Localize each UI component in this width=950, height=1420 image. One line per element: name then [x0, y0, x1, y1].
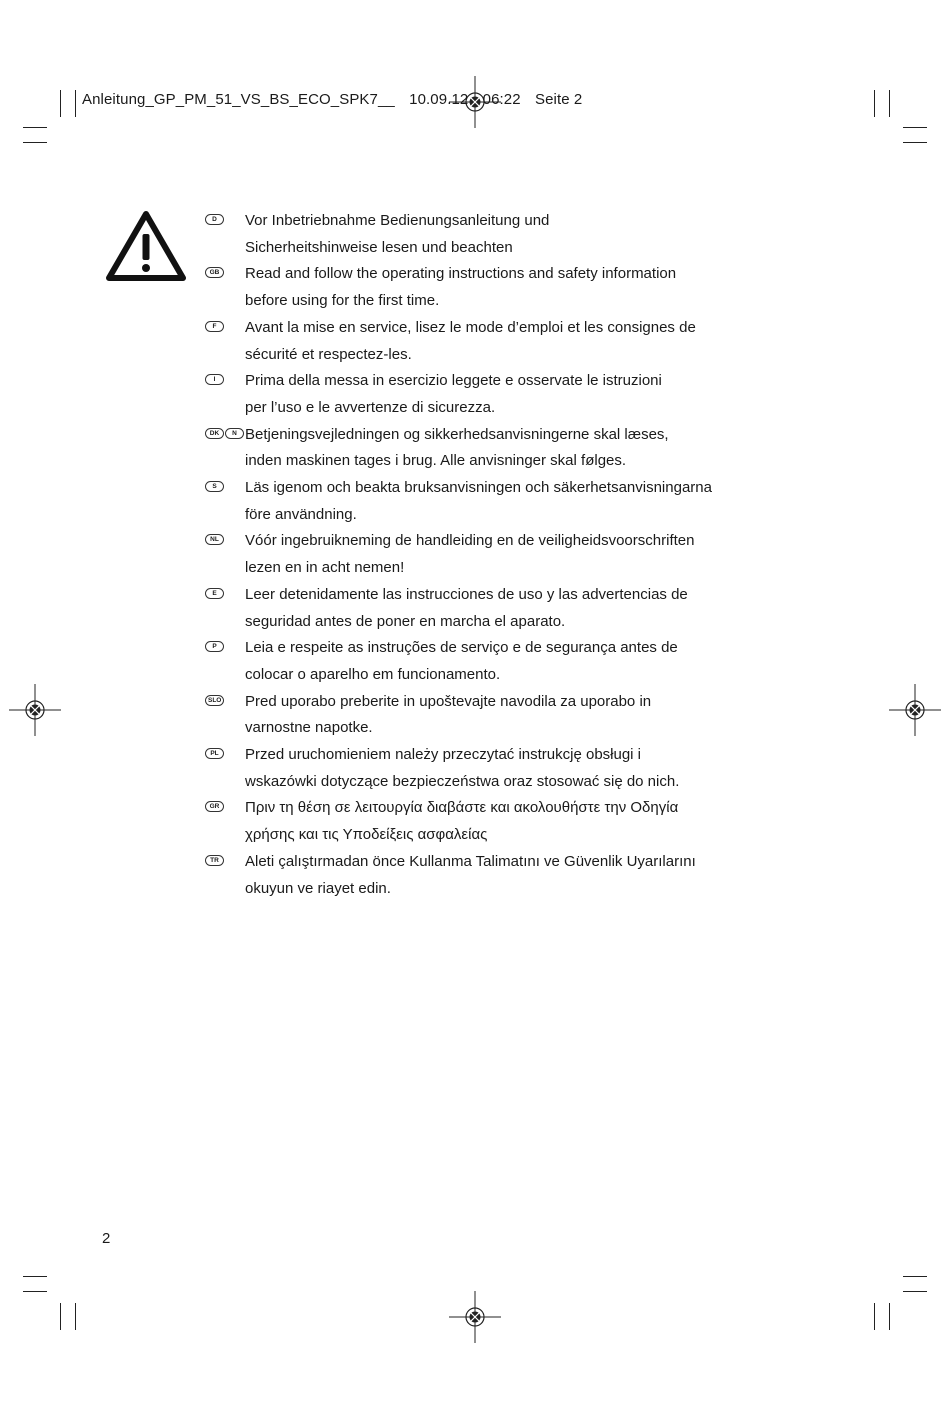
safety-notice-text: Πριν τη θέση σε λειτουργία διαβάστε και ακολουθήστε την Οδηγία: [245, 799, 679, 817]
safety-notice-text: colocar o aparelho em funcionamento.: [245, 665, 501, 683]
language-code-badge: TR: [205, 855, 224, 866]
crop-mark: [60, 1303, 61, 1330]
safety-notice-text: sécurité et respectez-les.: [245, 345, 412, 363]
language-code-badge: GR: [205, 801, 224, 812]
language-code-badge: PL: [205, 748, 224, 759]
safety-notice-list: [205, 208, 745, 902]
crop-mark: [23, 127, 47, 128]
safety-notice-text: inden maskinen tages i brug. Alle anvisninger skal følges.: [245, 452, 627, 470]
language-code-badge: SLO: [205, 695, 224, 706]
safety-notice-text: Sicherheitshinweise lesen und beachten: [245, 238, 513, 256]
safety-notice-text: Vóór ingebruikneming de handleiding en de veiligheidsvoorschriften: [245, 532, 695, 550]
language-code-badges: [205, 855, 224, 866]
safety-notice-entry: [205, 208, 745, 261]
safety-notice-entry: [205, 528, 745, 581]
crop-mark: [23, 1276, 47, 1277]
language-code-badge: S: [205, 481, 224, 492]
safety-notice-text: Betjeningsvejledningen og sikkerhedsanvisningerne skal læses,: [245, 425, 669, 443]
header-time: 06:22: [482, 91, 521, 108]
safety-notice-entry: [205, 795, 745, 848]
crop-mark: [903, 142, 927, 143]
crop-mark: [889, 1303, 890, 1330]
crop-mark: [60, 90, 61, 117]
crop-mark: [889, 90, 890, 117]
crop-mark: [23, 1291, 47, 1292]
language-code-badge: D: [205, 214, 224, 225]
language-code-badges: [205, 641, 224, 652]
safety-notice-text: per l’uso e le avvertenze di sicurezza.: [245, 398, 496, 416]
safety-notice-text: varnostne napotke.: [245, 719, 373, 737]
safety-notice-text: before using for the first time.: [245, 292, 440, 310]
safety-notice-text: Przed uruchomieniem należy przeczytać instrukcję obsługi i: [245, 746, 642, 764]
safety-notice-text: wskazówki dotyczące bezpieczeństwa oraz stosować się do nich.: [245, 772, 680, 790]
print-slug-header: [82, 91, 592, 108]
crop-mark: [903, 1291, 927, 1292]
safety-notice-entry: [205, 689, 745, 742]
safety-notice-text: seguridad antes de poner en marcha el aparato.: [245, 612, 566, 630]
registration-mark-icon: [449, 1291, 501, 1343]
header-date: 10.09.12: [409, 91, 469, 108]
registration-mark-icon: [889, 684, 941, 736]
crop-mark: [23, 142, 47, 143]
safety-notice-text: χρήσης και τις Υποδείξεις ασφαλείας: [245, 826, 488, 844]
safety-notice-text: Vor Inbetriebnahme Bedienungsanleitung und: [245, 212, 550, 229]
language-code-badge: NL: [205, 534, 224, 545]
safety-notice-entry: [205, 635, 745, 688]
language-code-badge: N: [225, 428, 244, 439]
safety-notice-text: lezen en in acht nemen!: [245, 559, 405, 577]
safety-notice-entry: [205, 475, 745, 528]
safety-notice-entry: [205, 261, 745, 314]
language-code-badges: [205, 214, 224, 225]
safety-notice-text: Avant la mise en service, lisez le mode d’emploi et les consignes de: [245, 318, 696, 336]
language-code-badge: DK: [205, 428, 224, 439]
language-code-badges: [205, 321, 224, 332]
registration-mark-icon: [9, 684, 61, 736]
language-code-badges: [205, 428, 244, 439]
warning-triangle-icon: [105, 210, 187, 282]
crop-mark: [874, 90, 875, 117]
safety-notice-text: Leer detenidamente las instrucciones de uso y las advertencias de: [245, 585, 688, 603]
crop-mark: [903, 1276, 927, 1277]
language-code-badges: [205, 695, 224, 706]
language-code-badges: [205, 374, 224, 385]
safety-notice-entry: [205, 368, 745, 421]
safety-notice-text: Aleti çalıştırmadan önce Kullanma Talimatını ve Güvenlik Uyarılarını: [245, 852, 696, 870]
safety-notice-text: Read and follow the operating instructions and safety information: [245, 265, 677, 283]
safety-notice-entry: [205, 315, 745, 368]
safety-notice-entry: [205, 582, 745, 635]
language-code-badge: I: [205, 374, 224, 385]
language-code-badge: F: [205, 321, 224, 332]
language-code-badges: [205, 534, 224, 545]
safety-notice-text: Pred uporabo preberite in upoštevajte navodila za uporabo in: [245, 692, 652, 710]
header-page-label: Seite 2: [534, 91, 583, 108]
crop-mark: [874, 1303, 875, 1330]
crop-mark: [75, 90, 76, 117]
safety-notice-entry: [205, 849, 745, 902]
language-code-badges: [205, 267, 224, 278]
safety-notice-text: Leia e respeite as instruções de serviço e de segurança antes de: [245, 639, 678, 657]
safety-notice-text: Läs igenom och beakta bruksanvisningen och säkerhetsanvisningarna: [245, 479, 712, 497]
header-filename: Anleitung_GP_PM_51_VS_BS_ECO_SPK7__: [82, 91, 395, 108]
language-code-badges: [205, 801, 224, 812]
safety-notice-entry: [205, 422, 745, 475]
language-code-badges: [205, 588, 224, 599]
language-code-badge: P: [205, 641, 224, 652]
crop-mark: [75, 1303, 76, 1330]
safety-notice-text: före användning.: [245, 505, 357, 523]
safety-notice-text: okuyun ve riayet edin.: [245, 879, 391, 897]
crop-mark: [903, 127, 927, 128]
language-code-badges: [205, 748, 224, 759]
safety-notice-text: Prima della messa in esercizio leggete e osservate le istruzioni: [245, 372, 662, 390]
language-code-badge: E: [205, 588, 224, 599]
page-number: 2: [102, 1230, 111, 1247]
language-code-badges: [205, 481, 224, 492]
language-code-badge: GB: [205, 267, 224, 278]
safety-notice-entry: [205, 742, 745, 795]
